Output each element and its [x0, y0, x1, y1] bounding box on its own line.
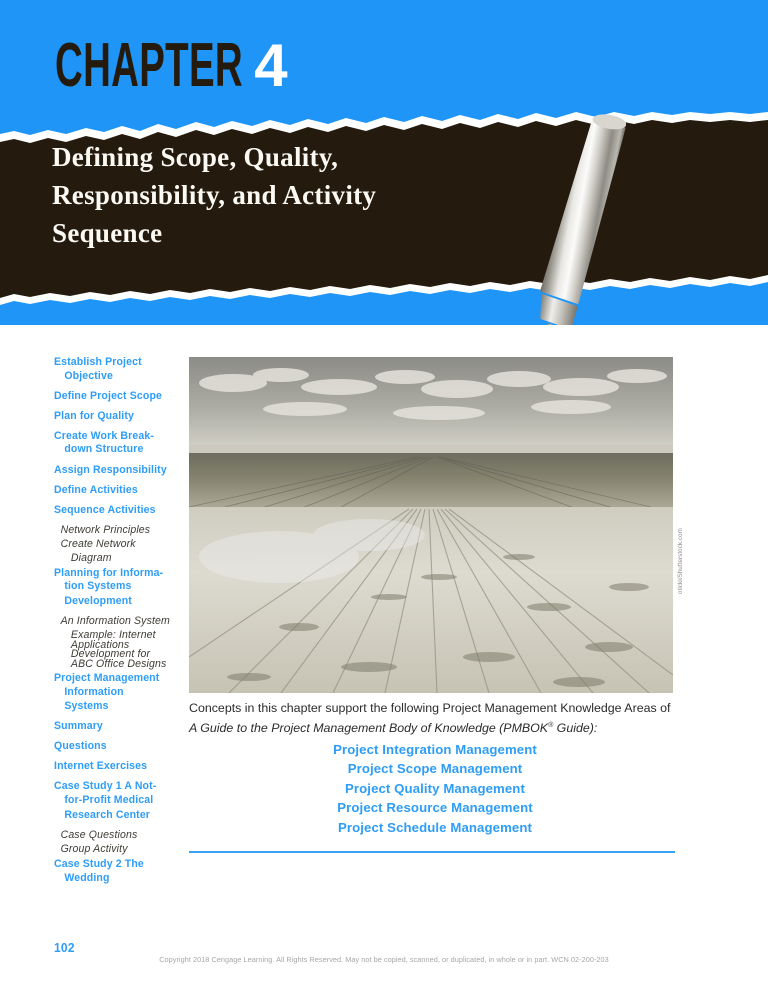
- toc-item-label-continued: Diagram: [70, 552, 112, 565]
- toc-item-label: Group Activity: [60, 843, 128, 856]
- toc-item[interactable]: [54, 484, 171, 498]
- toc-item[interactable]: [54, 740, 171, 754]
- toc-item-label: Applications: [70, 638, 130, 651]
- toc-item[interactable]: [54, 356, 171, 383]
- toc-item[interactable]: [54, 390, 171, 404]
- toc-item-label: Create Network: [60, 538, 136, 551]
- toc-item[interactable]: [54, 780, 171, 807]
- toc-item[interactable]: [54, 410, 171, 424]
- knowledge-area-item: Project Integration Management: [333, 742, 537, 757]
- toc-item-label: An Information System: [60, 615, 170, 628]
- toc-item-label: Establish Project: [54, 356, 142, 368]
- toc-item[interactable]: [54, 672, 171, 713]
- toc-item-label: Assign Responsibility: [54, 463, 167, 476]
- knowledge-area-item: Project Scope Management: [347, 761, 523, 777]
- toc-item-label: Case Study 2 The: [54, 857, 144, 870]
- toc-item-label: Planning for Informa-: [54, 566, 164, 579]
- toc-item-label: Network Principles: [60, 523, 151, 536]
- section-divider: [189, 851, 675, 853]
- chapter-word: CHAPTER: [55, 31, 243, 100]
- toc-item-label: Define Project Scope: [54, 389, 163, 402]
- toc-item-label: Case Questions: [60, 828, 138, 841]
- toc-item-label: Project Management: [54, 672, 160, 685]
- toc-item[interactable]: [54, 524, 171, 538]
- toc-item-label-continued: Information Systems: [64, 685, 124, 712]
- chapter-label: [55, 31, 288, 100]
- toc-item-label-continued: Example: Internet: [70, 629, 156, 641]
- toc-item-label: Create Work Break-: [54, 429, 154, 442]
- chapter-title-banner: [0, 112, 768, 312]
- knowledge-area-item: Project Quality Management: [345, 780, 525, 796]
- toc-item-label: ABC Office Designs: [70, 657, 167, 670]
- toc-item[interactable]: [54, 858, 171, 885]
- toc-item[interactable]: [54, 829, 171, 843]
- chapter-title-line-3: Sequence: [52, 218, 163, 248]
- caption-pmbok-title: A Guide to the Project Management Body of Knowledge (PMBOK: [189, 721, 549, 736]
- toc-item-label: Case Study 1 A Not-: [54, 779, 157, 792]
- toc-item-label: Questions: [54, 739, 107, 752]
- chapter-caption: [189, 700, 681, 737]
- toc-item-label: Internet Exercises: [54, 759, 148, 772]
- chapter-number: 4: [254, 32, 288, 99]
- toc-item-label-continued: tion Systems: [64, 580, 132, 593]
- knowledge-areas-list: [189, 740, 681, 837]
- chapter-outline-sidebar: [54, 356, 178, 892]
- chapter-title: [52, 138, 522, 252]
- flooded-field-illustration: [189, 357, 673, 693]
- toc-item[interactable]: [54, 720, 171, 734]
- toc-item[interactable]: [54, 567, 171, 594]
- toc-item-label-continued: Objective: [64, 369, 113, 382]
- toc-item-label-continued: Wedding: [64, 871, 110, 884]
- toc-item[interactable]: [54, 430, 171, 457]
- toc-item[interactable]: [54, 843, 171, 857]
- registered-mark-icon: ®: [548, 722, 554, 729]
- toc-item-label: Sequence Activities: [54, 503, 156, 516]
- toc-item[interactable]: [54, 809, 171, 823]
- chapter-photo: [189, 357, 673, 693]
- photo-credit: oticki/Shutterstock.com: [677, 528, 684, 594]
- metallic-tube-decoration: [496, 104, 626, 325]
- chapter-title-line-2: Responsibility, and Activity: [52, 180, 377, 210]
- knowledge-area-item: Project Schedule Management: [338, 819, 532, 835]
- toc-item[interactable]: [54, 760, 171, 774]
- toc-item[interactable]: [54, 595, 171, 609]
- copyright-notice: Copyright 2018 Cengage Learning. All Rights Reserved. May not be copied, scanned, or duplicated, in whole or in part. WCN 02-200-203: [159, 955, 609, 964]
- caption-line-2: [189, 717, 681, 737]
- toc-item-label: Research Center: [64, 808, 151, 821]
- caption-line-1: Concepts in this chapter support the following Project Management Knowledge Areas of: [189, 701, 671, 715]
- chapter-title-line-1: Defining Scope, Quality,: [52, 142, 339, 172]
- caption-guide-suffix: Guide):: [553, 721, 598, 736]
- toc-item[interactable]: [54, 658, 171, 672]
- toc-item-label: Plan for Quality: [54, 409, 134, 422]
- page-number: 102: [54, 940, 75, 955]
- toc-item-label: Development: [64, 595, 132, 608]
- toc-item-label: Define Activities: [54, 483, 138, 496]
- toc-item[interactable]: [54, 464, 171, 478]
- chapter-masthead: [0, 0, 768, 325]
- chapter-photo-block: [189, 357, 684, 693]
- toc-item[interactable]: [54, 538, 171, 565]
- toc-item-label-continued: down Structure: [64, 443, 144, 456]
- toc-item-label: Summary: [54, 719, 103, 732]
- knowledge-area-item: Project Resource Management: [337, 800, 533, 816]
- toc-item[interactable]: [54, 504, 171, 518]
- toc-item-label-continued: for-Profit Medical: [64, 793, 154, 806]
- toc-item-label: Development for: [70, 648, 151, 661]
- toc-list: [54, 356, 178, 885]
